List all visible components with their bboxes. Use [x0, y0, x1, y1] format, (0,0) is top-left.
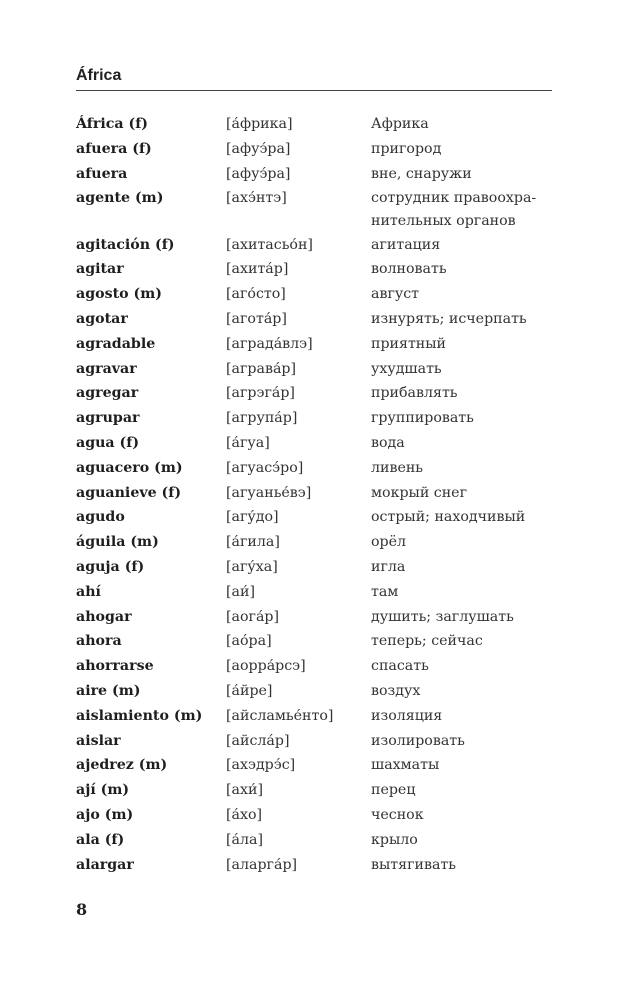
- transcription: [ахэ́нтэ]: [226, 190, 287, 207]
- translation: волновать: [371, 261, 447, 278]
- dictionary-entry: [76, 803, 556, 828]
- dictionary-entry: [76, 233, 556, 258]
- dictionary-entry: [76, 186, 556, 232]
- transcription: [аога́р]: [226, 608, 280, 625]
- dictionary-entry: [76, 505, 556, 530]
- dictionary-entry: [76, 753, 556, 778]
- spanish-word: aire (m): [76, 682, 141, 699]
- spanish-word: águila (m): [76, 534, 159, 551]
- dictionary-entry: [76, 853, 556, 878]
- translation: крыло: [371, 831, 418, 848]
- translation: август: [371, 286, 420, 303]
- dictionary-entry: [76, 162, 556, 187]
- translation: спасать: [371, 658, 429, 675]
- spanish-word: agudo: [76, 509, 125, 526]
- translation: вода: [371, 434, 405, 451]
- transcription: [аорра́рсэ]: [226, 658, 306, 675]
- dictionary-entry: [76, 112, 556, 137]
- transcription: [агу́до]: [226, 509, 279, 526]
- dictionary-entry: [76, 481, 556, 506]
- spanish-word: ahí: [76, 583, 101, 600]
- transcription: [аи́]: [226, 583, 255, 600]
- dictionary-entry: [76, 580, 556, 605]
- dictionary-entry: [76, 406, 556, 431]
- spanish-word: ahora: [76, 633, 122, 650]
- spanish-word: agitación (f): [76, 236, 175, 253]
- translation: вытягивать: [371, 856, 456, 873]
- translation: вне, снаружи: [371, 165, 472, 182]
- transcription: [а́гуа]: [226, 434, 270, 451]
- page-number: 8: [76, 900, 88, 919]
- translation: изолировать: [371, 732, 465, 749]
- translation: пригород: [371, 140, 442, 157]
- transcription: [ахита́р]: [226, 261, 289, 278]
- transcription: [аларга́р]: [226, 856, 298, 873]
- spanish-word: agrupar: [76, 410, 140, 427]
- translation: теперь; сейчас: [371, 633, 483, 650]
- translation: перец: [371, 782, 416, 799]
- dictionary-entry: [76, 828, 556, 853]
- spanish-word: África (f): [76, 116, 149, 132]
- dictionary-entry: [76, 307, 556, 332]
- transcription: [ахитасьо́н]: [226, 236, 313, 253]
- dictionary-entry: [76, 257, 556, 282]
- spanish-word: ajedrez (m): [76, 757, 168, 774]
- dictionary-entries: [76, 112, 556, 877]
- translation: орёл: [371, 534, 407, 551]
- transcription: [а́фрика]: [226, 116, 293, 132]
- spanish-word: agitar: [76, 261, 124, 278]
- running-header: África: [76, 67, 122, 84]
- spanish-word: aislamiento (m): [76, 707, 203, 724]
- transcription: [агуасэ́ро]: [226, 459, 304, 476]
- dictionary-entry: [76, 654, 556, 679]
- transcription: [агу́ха]: [226, 558, 278, 575]
- spanish-word: ajo (m): [76, 806, 134, 823]
- spanish-word: aguja (f): [76, 558, 145, 575]
- spanish-word: ala (f): [76, 831, 125, 848]
- transcription: [аграва́р]: [226, 360, 297, 377]
- header-rule: [76, 90, 552, 91]
- dictionary-entry: [76, 555, 556, 580]
- transcription: [агуанье́вэ]: [226, 484, 312, 501]
- spanish-word: ahorrarse: [76, 658, 154, 675]
- transcription: [айсла́р]: [226, 732, 290, 749]
- translation: острый; находчивый: [371, 509, 526, 526]
- dictionary-entry: [76, 704, 556, 729]
- translation: ухудшать: [371, 360, 442, 377]
- spanish-word: agente (m): [76, 190, 164, 207]
- dictionary-entry: [76, 679, 556, 704]
- translation: сотрудник правоохра- нительных органов: [371, 190, 537, 229]
- spanish-word: agravar: [76, 360, 137, 377]
- spanish-word: ají (m): [76, 782, 130, 799]
- translation: там: [371, 583, 399, 600]
- spanish-word: agradable: [76, 335, 156, 352]
- dictionary-entry: [76, 605, 556, 630]
- dictionary-entry: [76, 456, 556, 481]
- translation: чеснок: [371, 806, 424, 823]
- translation: приятный: [371, 335, 446, 352]
- dictionary-entry: [76, 381, 556, 406]
- transcription: [афуэ́ра]: [226, 165, 291, 182]
- spanish-word: ahogar: [76, 608, 132, 625]
- translation: игла: [371, 558, 406, 575]
- translation: изнурять; исчерпать: [371, 310, 527, 327]
- dictionary-entry: [76, 282, 556, 307]
- spanish-word: aguanieve (f): [76, 484, 182, 501]
- transcription: [аго́сто]: [226, 286, 286, 303]
- transcription: [аграда́влэ]: [226, 335, 313, 352]
- transcription: [агрупа́р]: [226, 410, 298, 427]
- spanish-word: alargar: [76, 856, 134, 873]
- dictionary-entry: [76, 357, 556, 382]
- spanish-word: afuera: [76, 165, 128, 182]
- transcription: [агрэга́р]: [226, 385, 295, 402]
- translation: Африка: [371, 116, 429, 132]
- transcription: [агота́р]: [226, 310, 287, 327]
- spanish-word: agregar: [76, 385, 139, 402]
- translation: воздух: [371, 682, 421, 699]
- dictionary-entry: [76, 778, 556, 803]
- translation: шахматы: [371, 757, 440, 774]
- translation: душить; заглушать: [371, 608, 514, 625]
- translation: прибавлять: [371, 385, 458, 402]
- spanish-word: aguacero (m): [76, 459, 183, 476]
- spanish-word: agosto (m): [76, 286, 162, 303]
- dictionary-entry: [76, 431, 556, 456]
- translation: мокрый снег: [371, 484, 468, 501]
- transcription: [а́ла]: [226, 831, 263, 848]
- spanish-word: agotar: [76, 310, 128, 327]
- spanish-word: aislar: [76, 732, 121, 749]
- dictionary-entry: [76, 530, 556, 555]
- transcription: [ахи́]: [226, 782, 263, 799]
- translation: группировать: [371, 410, 474, 427]
- transcription: [а́хо]: [226, 806, 263, 823]
- transcription: [айсламье́нто]: [226, 707, 334, 724]
- transcription: [а́гила]: [226, 534, 280, 551]
- transcription: [ао́ра]: [226, 633, 272, 650]
- dictionary-entry: [76, 332, 556, 357]
- transcription: [афуэ́ра]: [226, 140, 291, 157]
- transcription: [а́йре]: [226, 682, 273, 699]
- dictionary-entry: [76, 729, 556, 754]
- translation: изоляция: [371, 707, 443, 724]
- translation: ливень: [371, 459, 424, 476]
- transcription: [ахэдрэ́с]: [226, 757, 296, 774]
- spanish-word: afuera (f): [76, 140, 152, 157]
- dictionary-entry: [76, 137, 556, 162]
- dictionary-entry: [76, 629, 556, 654]
- translation: агитация: [371, 236, 441, 253]
- spanish-word: agua (f): [76, 434, 140, 451]
